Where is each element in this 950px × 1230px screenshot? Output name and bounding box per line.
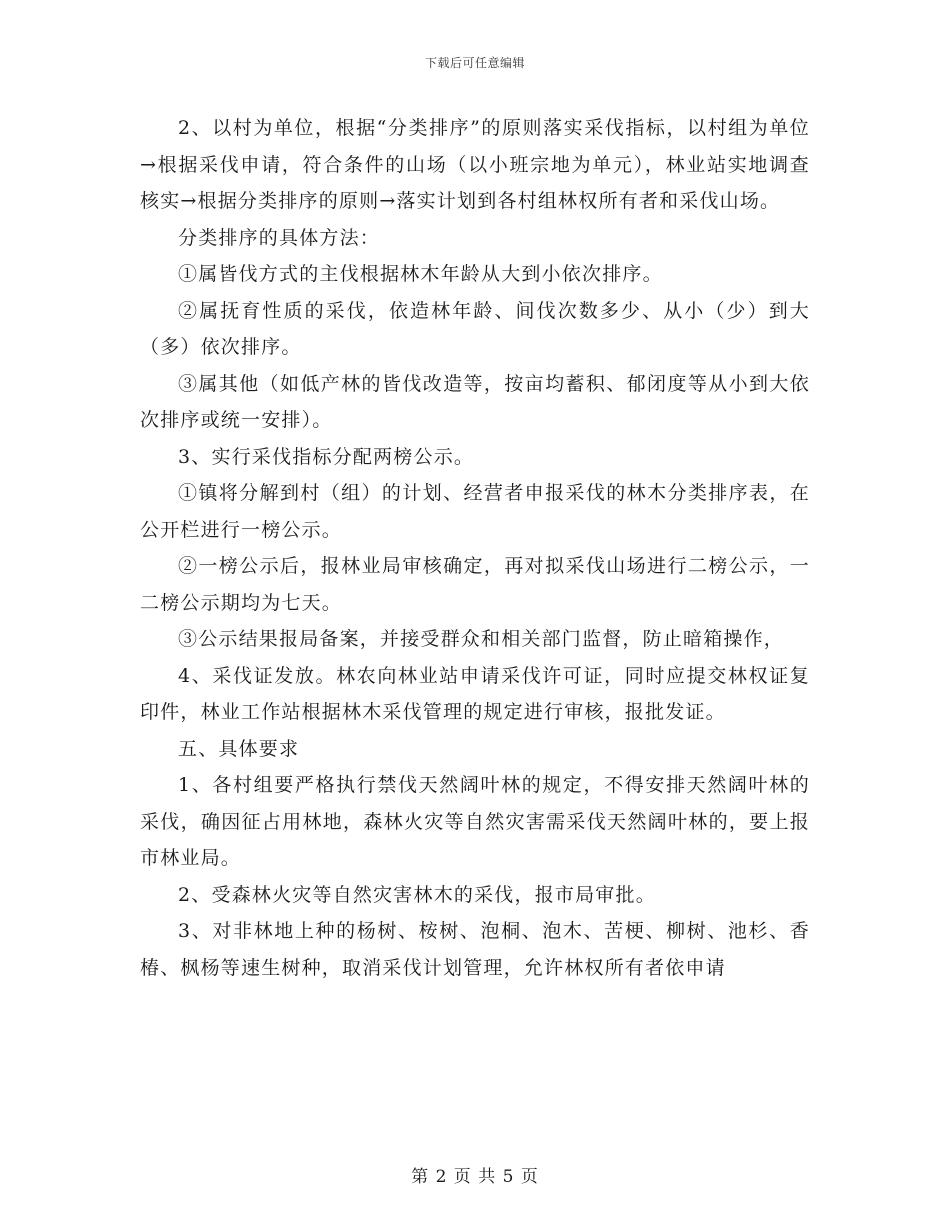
paragraph: 2、以村为单位，根据“分类排序”的原则落实采伐指标，以村组为单位→根据采伐申请，符合条件的山场（以小班宗地为单元），林业站实地调查核实→根据分类排序的原则→落实计划到各村组林权所有者和采伐山场。 (140, 117, 810, 212)
page-number: 第 2 页 共 5 页 (411, 1167, 539, 1187)
paragraph: 1、各村组要严格执行禁伐天然阔叶林的规定，不得安排天然阔叶林的采伐，确因征占用林地，森林火灾等自然灾害需采伐天然阔叶林的，要上报市林业局。 (140, 774, 810, 869)
paragraph: ②一榜公示后，报林业局审核确定，再对拟采伐山场进行二榜公示，一二榜公示期均为七天。 (140, 555, 810, 614)
paragraph: 分类排序的具体方法： (178, 226, 381, 249)
paragraph: 3、实行采伐指标分配两榜公示。 (178, 445, 475, 468)
paragraph: ①镇将分解到村（组）的计划、经营者申报采伐的林木分类排序表，在公开栏进行一榜公示。 (140, 482, 810, 541)
section-heading: 五、具体要求 (178, 737, 300, 760)
paragraph: ①属皆伐方式的主伐根据林木年龄从大到小依次排序。 (178, 263, 663, 285)
paragraph: ②属抚育性质的采伐，依造林年龄、间伐次数多少、从小（少）到大（多）依次排序。 (140, 299, 810, 358)
paragraph: ③属其他（如低产林的皆伐改造等，按亩均蓄积、郁闭度等从小到大依次排序或统一安排）。 (140, 372, 810, 431)
paragraph: 2、受森林火灾等自然灾害林木的采伐，报市局审批。 (178, 883, 656, 906)
paragraph: 3、对非林地上种的杨树、桉树、泡桐、泡木、苦梗、柳树、池杉、香椿、枫杨等速生树种，取消采伐计划管理，允许林权所有者依申请 (140, 920, 810, 979)
paragraph: 4、采伐证发放。林农向林业站申请采伐许可证，同时应提交林权证复印件，林业工作站根据林木采伐管理的规定进行审核，报批发证。 (140, 664, 810, 723)
paragraph: ③公示结果报局备案，并接受群众和相关部门监督，防止暗箱操作， (178, 628, 785, 650)
page-header: 下载后可任意编辑 (424, 56, 525, 70)
document-body (140, 110, 810, 986)
